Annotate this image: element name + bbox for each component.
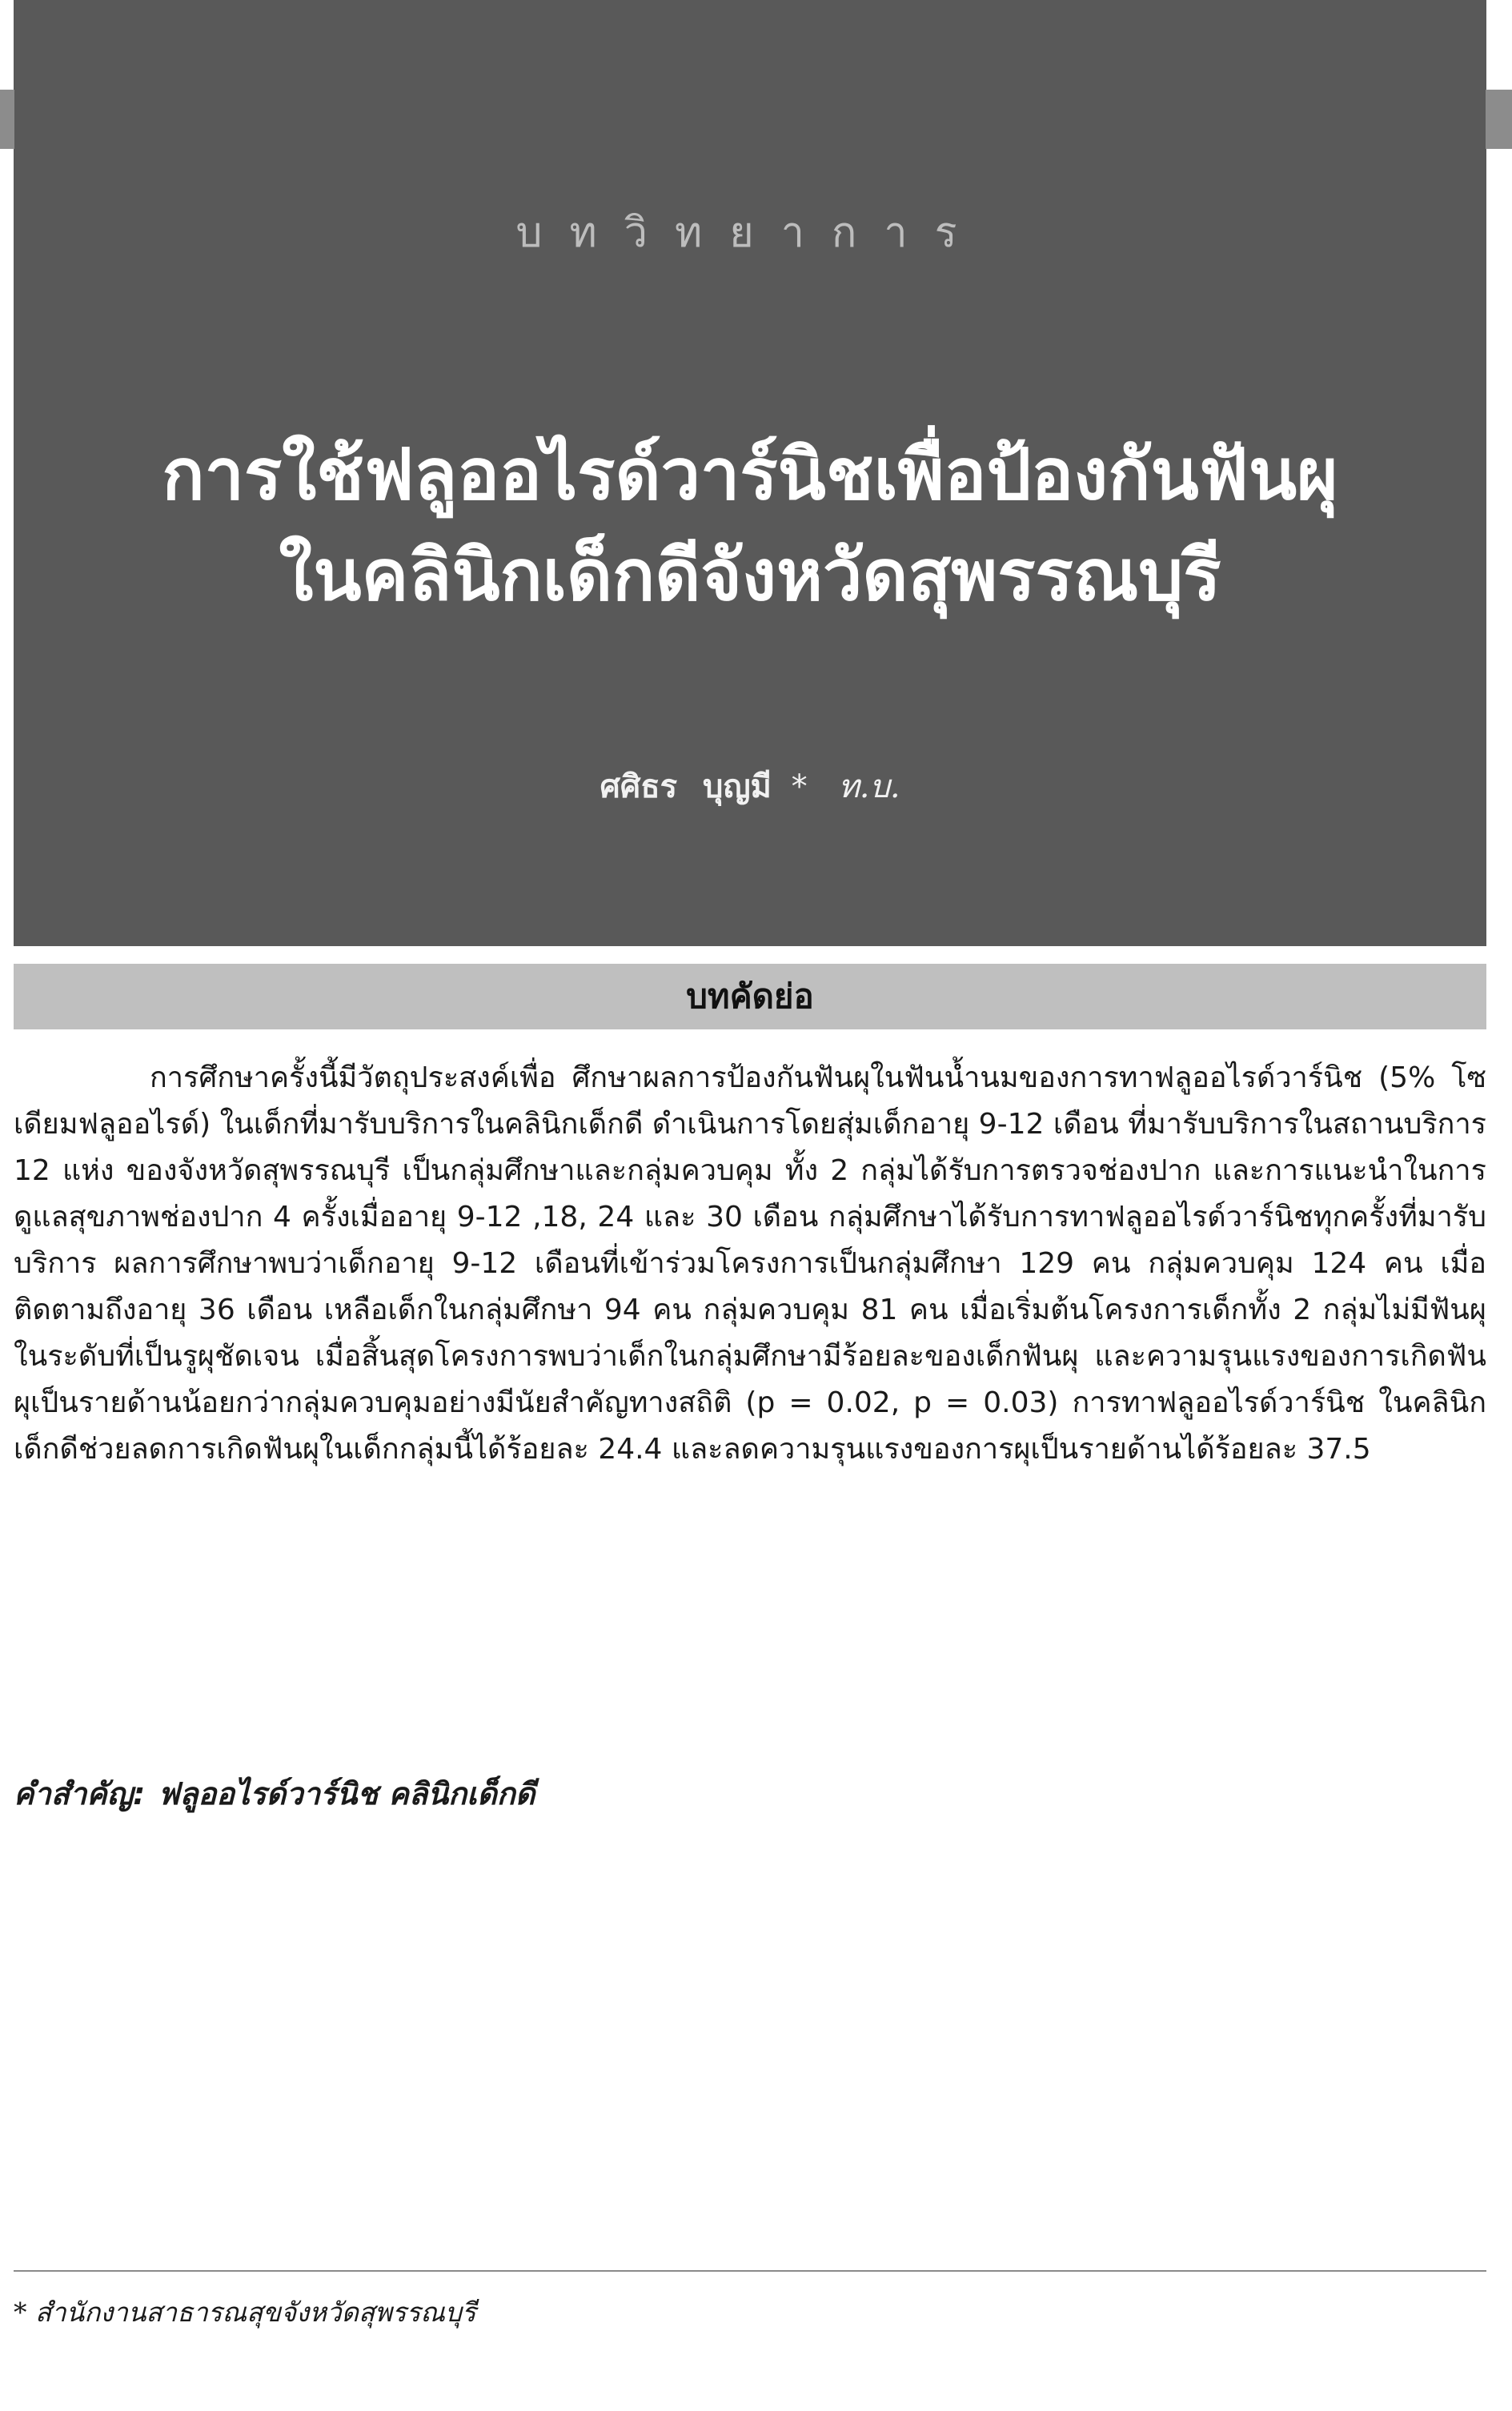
article-category: บทวิทยาการ [515,209,985,257]
author-affiliation-mark: * [791,768,808,805]
footnote-divider [14,2270,1486,2272]
abstract-heading-bar [14,964,1486,1029]
abstract-heading: บทคัดย่อ [686,977,814,1016]
article-title [14,424,1486,626]
article-title-line-1: การใช้ฟลูออไรด์วาร์นิชเพื่อป้องกันฟันผุ [162,433,1338,515]
page-edge-tab-right [1486,90,1512,149]
author-degree: ท.บ. [838,768,900,805]
footnote-affiliation: * สำนักงานสาธารณสุขจังหวัดสุพรรณบุรี [14,2297,476,2328]
keywords-line [14,1769,1486,1818]
keywords-value: ฟลูออไรด์วาร์นิช คลินิกเด็กดี [158,1776,535,1811]
page-edge-tab-left [0,90,14,149]
author-line [14,760,1486,812]
author-name: ศศิธร บุญมี [600,768,772,805]
keywords-label: คำสำคัญ: [14,1776,146,1811]
abstract-text: การศึกษาครั้งนี้มีวัตถุประสงค์เพื่อ ศึกษาผลการป้องกันฟันผุในฟันน้ำนมของการทาฟลูออไรด์วาร์นิช (5% โซเดียมฟลูออไรด์) ในเด็กที่มารับบริการในคลินิกเด็กดี ดำเนินการโดยสุ่มเด็กอายุ 9-12 เดือน ที่มารับบริการในสถานบริการ 12 แห่ง ของจังหวัดสุพรรณบุรี เป็นกลุ่มศึกษาและกลุ่มควบคุม ทั้ง 2 กลุ่มได้รับการตรวจช่องปาก และการแนะนำในการดูแลสุขภาพช่องปาก 4 ครั้งเมื่ออายุ 9-12 ,18, 24 และ 30 เดือน กลุ่มศึกษาได้รับการทาฟลูออไรด์วาร์นิชทุกครั้งที่มารับบริการ ผลการศึกษาพบว่าเด็กอายุ 9-12 เดือนที่เข้าร่วมโครงการเป็นกลุ่มศึกษา 129 คน กลุ่มควบคุม 124 คน เมื่อติดตามถึงอายุ 36 เดือน เหลือเด็กในกลุ่มศึกษา 94 คน กลุ่มควบคุม 81 คน เมื่อเริ่มต้นโครงการเด็กทั้ง 2 กลุ่มไม่มีฟันผุในระดับที่เป็นรูผุชัดเจน เมื่อสิ้นสุดโครงการพบว่าเด็กในกลุ่มศึกษามีร้อยละของเด็กฟันผุ และความรุนแรงของการเกิดฟันผุเป็นรายด้านน้อยกว่ากลุ่มควบคุมอย่างมีนัยสำคัญทางสถิติ (p = 0.02, p = 0.03) การทาฟลูออไรด์วาร์นิช ในคลินิกเด็กดีช่วยลดการเกิดฟันผุในเด็กกลุ่มนี้ได้ร้อยละ 24.4 และลดความรุนแรงของการผุเป็นรายด้านได้ร้อยละ 37.5 [14,1061,1486,1466]
article-title-line-2: ในคลินิกเด็กดีจังหวัดสุพรรณบุรี [279,534,1221,616]
